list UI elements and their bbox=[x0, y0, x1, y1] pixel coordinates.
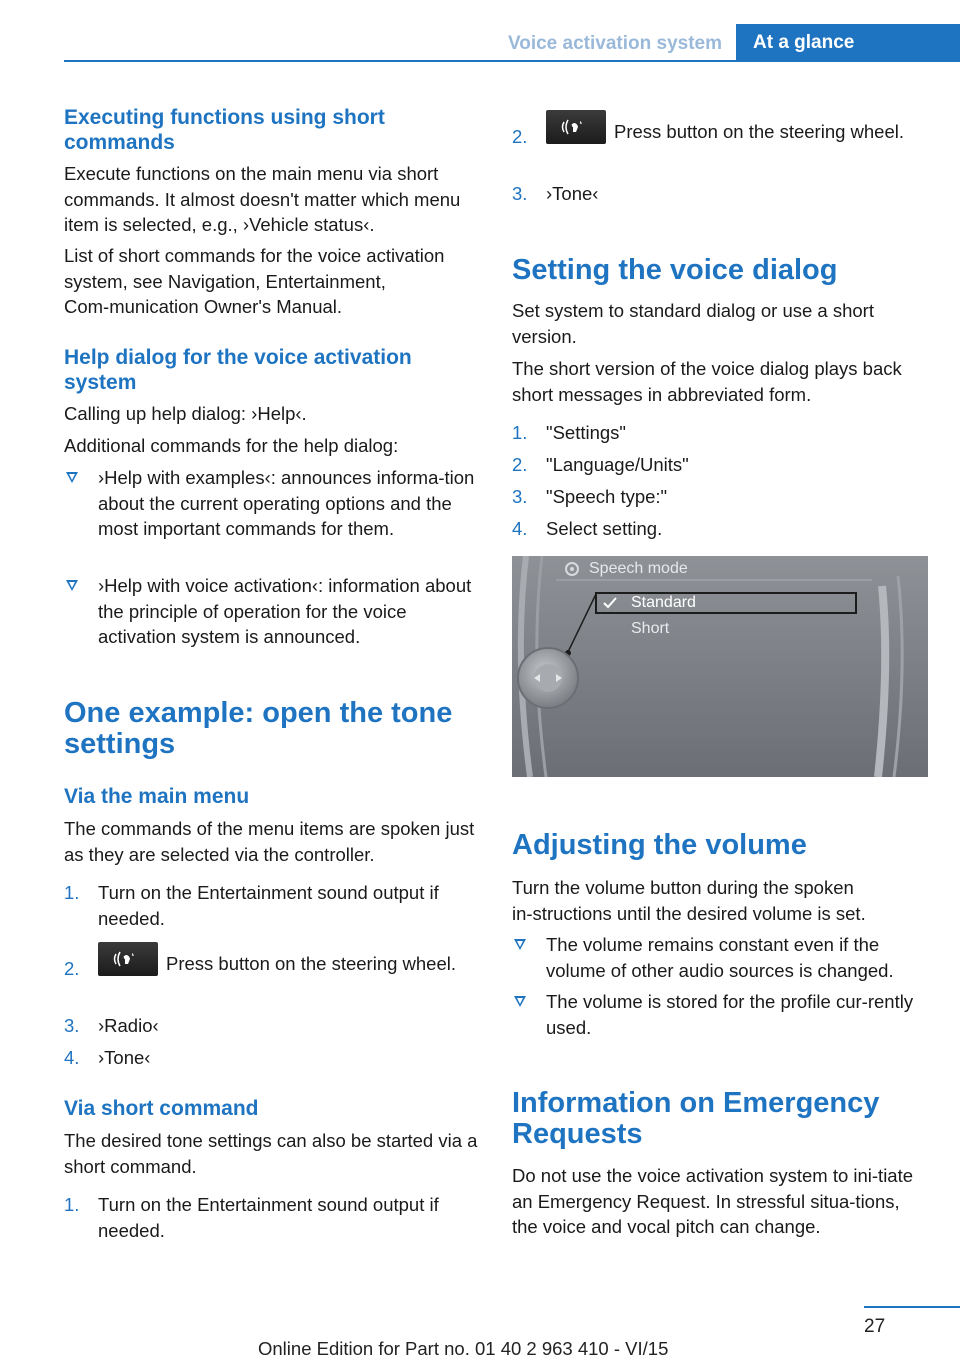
paragraph-volume: Turn the volume button during the spoken in‑structions until the desired volume is set. bbox=[512, 877, 866, 924]
paragraph-dialog-2: The short version of the voice dialog plays back short messages in abbreviated form. bbox=[512, 358, 902, 405]
bullet-triangle-icon bbox=[514, 996, 526, 1007]
heading-help-dialog: Help dialog for the voice activation system bbox=[64, 346, 412, 394]
heading-voice-dialog: Setting the voice dialog bbox=[512, 254, 838, 286]
page-number: 27 bbox=[864, 1316, 886, 1337]
bullet-triangle-icon bbox=[66, 580, 78, 591]
paragraph-help-2: Additional commands for the help dialog: bbox=[64, 435, 399, 456]
list-item: 2. Press button on the steering wheel. bbox=[64, 942, 480, 977]
header-chapter-tab: At a glance bbox=[736, 24, 960, 62]
heading-short-command: Via short command bbox=[64, 1097, 259, 1120]
paragraph-main-menu: The commands of the menu items are spoken just as they are selected via the controller. bbox=[64, 818, 475, 865]
option-standard: Standard bbox=[631, 594, 696, 611]
edition-note: Online Edition for Part no. 01 40 2 963 410 - VI/15 bbox=[258, 1338, 669, 1359]
voice-button-icon bbox=[546, 110, 606, 144]
paragraph-emergency: Do not use the voice activation system to ini‑tiate an Emergency Request. In stressful situa‑tions, the voice and vocal pitch can change. bbox=[512, 1165, 914, 1237]
list-item: 1. "Settings" bbox=[512, 422, 626, 443]
paragraph-short-2: List of short commands for the voice activation system, see Navigation, Entertainment, Com‑munication Owner's Manual. bbox=[64, 245, 445, 317]
list-item: The volume is stored for the profile cur‑rently used. bbox=[512, 989, 930, 1040]
list-item: ›Help with examples‹: announces informa‑tion about the current operating options and the most important commands for them. bbox=[64, 465, 480, 542]
list-item: 2. "Language/Units" bbox=[512, 454, 689, 475]
list-item: 2. Press button on the steering wheel. bbox=[512, 110, 930, 145]
heading-example: One example: open the tone settings bbox=[64, 697, 453, 760]
bullet-triangle-icon bbox=[514, 939, 526, 950]
header-section-title: Voice activation system bbox=[507, 33, 722, 54]
speech-mode-screen bbox=[512, 556, 928, 777]
list-item: The volume remains constant even if the volume of other audio sources is changed. bbox=[512, 932, 930, 983]
voice-button-icon bbox=[98, 942, 158, 976]
screen-title: Speech mode bbox=[589, 560, 688, 577]
list-item: 4. Select setting. bbox=[512, 518, 663, 539]
list-item: 1. Turn on the Entertainment sound output if needed. bbox=[64, 882, 439, 929]
list-item: ›Help with voice activation‹: information about the principle of operation for the voice activation system is announced. bbox=[64, 573, 480, 650]
list-item: 3. ›Radio‹ bbox=[64, 1015, 159, 1036]
paragraph-dialog-1: Set system to standard dialog or use a short version. bbox=[512, 300, 874, 347]
footer-rule bbox=[864, 1306, 960, 1308]
list-item: 4. ›Tone‹ bbox=[64, 1047, 151, 1068]
bullet-triangle-icon bbox=[66, 472, 78, 483]
paragraph-short-1: Execute functions on the main menu via short commands. It almost doesn't matter which menu item is selected, e.g., ›Vehicle status‹. bbox=[64, 163, 461, 235]
option-short: Short bbox=[631, 620, 670, 637]
heading-short-commands: Executing functions using short commands bbox=[64, 106, 385, 154]
paragraph-help-1: Calling up help dialog: ›Help‹. bbox=[64, 403, 307, 424]
list-item: 3. "Speech type:" bbox=[512, 486, 668, 507]
list-item: 3. ›Tone‹ bbox=[512, 183, 599, 204]
header-rule bbox=[64, 60, 960, 62]
list-item: 1. Turn on the Entertainment sound output if needed. bbox=[64, 1194, 439, 1241]
heading-volume: Adjusting the volume bbox=[512, 829, 807, 861]
screen-illustration bbox=[512, 556, 928, 777]
heading-emergency: Information on Emergency Requests bbox=[512, 1087, 880, 1150]
paragraph-short-command: The desired tone settings can also be started via a short command. bbox=[64, 1130, 478, 1177]
heading-main-menu: Via the main menu bbox=[64, 785, 250, 808]
